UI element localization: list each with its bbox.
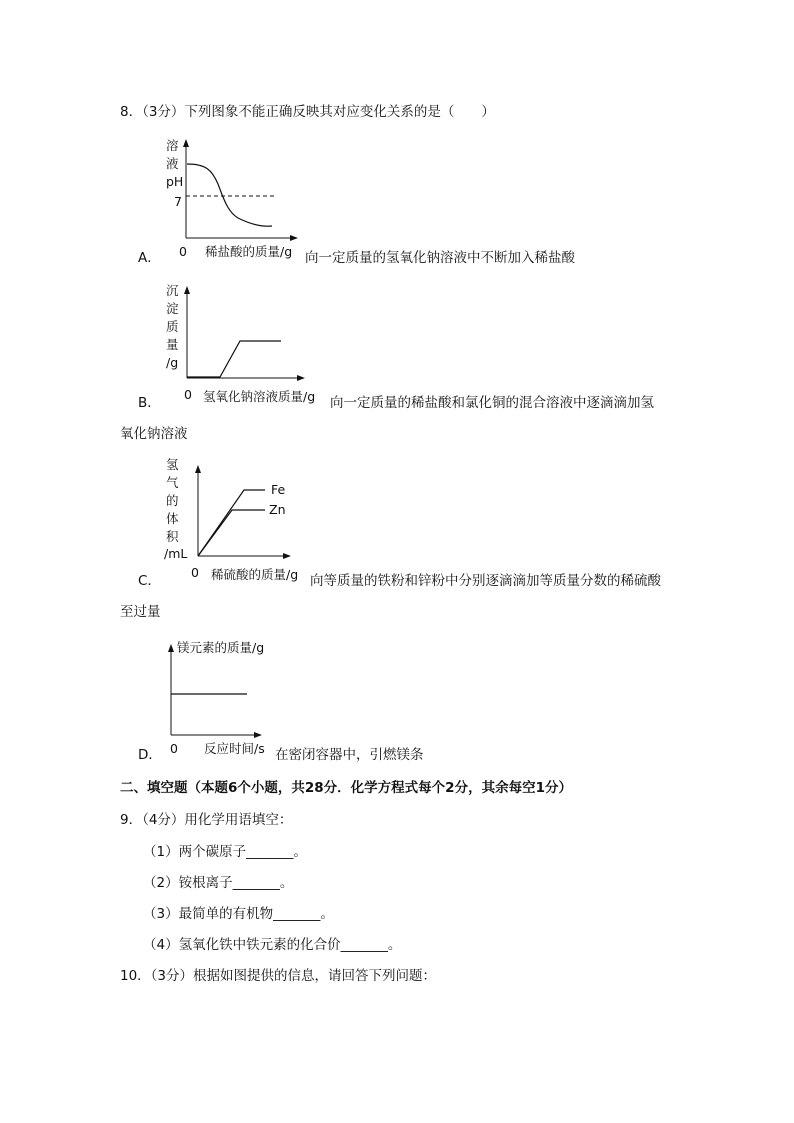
q8-stem: 8．（3分）下列图象不能正确反映其对应变化关系的是（ ） (120, 104, 495, 120)
y-label-6: /mL (164, 546, 188, 561)
y-label-4: 量 (166, 337, 179, 352)
x-axis-arrow (254, 732, 262, 738)
option-a-letter: A． (138, 250, 161, 266)
q10-stem: 10．（3分）根据如图提供的信息，请回答下列问题： (120, 968, 437, 984)
y-axis-label: 镁元素的质量/g (177, 640, 265, 655)
tick-7: 7 (174, 194, 182, 209)
q9-stem: 9．（4分）用化学用语填空： (120, 812, 293, 828)
y-label-3: 的 (166, 493, 179, 508)
option-d-letter: D． (138, 747, 162, 763)
y-label-1: 氢 (166, 457, 179, 472)
option-c-letter: C． (138, 573, 161, 589)
y-label-3: 质 (166, 319, 179, 334)
series-zn-label: Zn (269, 502, 286, 517)
option-a-x-label: 稀盐酸的质量/g (205, 244, 293, 259)
option-c-desc-cont: 至过量 (120, 604, 161, 620)
origin: 0 (191, 565, 199, 580)
y-label-2: 淀 (166, 301, 179, 316)
origin: 0 (179, 244, 187, 259)
q9-item-4: （4）氢氧化铁中铁元素的化合价_______。 (143, 937, 402, 953)
y-label-1: 溶 (166, 138, 179, 153)
option-c-desc: 向等质量的铁粉和锌粉中分别逐滴滴加等质量分数的稀硫酸 (310, 573, 661, 589)
y-label-4: 体 (166, 511, 179, 526)
y-label-2: 气 (166, 475, 179, 490)
y-label-1: 沉 (166, 283, 179, 298)
option-a-desc: 向一定质量的氢氧化钠溶液中不断加入稀盐酸 (305, 250, 575, 266)
section-2-heading: 二、填空题（本题6个小题，共28分．化学方程式每个2分，其余每空1分） (120, 780, 572, 796)
option-b-desc-cont: 氧化钠溶液 (120, 426, 188, 442)
y-axis-arrow (168, 644, 174, 652)
option-b-desc: 向一定质量的稀盐酸和氯化铜的混合溶液中逐滴滴加氢 (330, 395, 654, 411)
q9-item-1: （1）两个碳原子_______。 (143, 844, 307, 860)
option-b-letter: B． (138, 395, 161, 411)
y-label-5: 积 (166, 529, 179, 544)
y-label-2: 液 (166, 156, 179, 171)
option-d-x-label: 反应时间/s (204, 741, 265, 756)
series-fe-label: Fe (271, 482, 286, 497)
y-label-3: pH (166, 174, 184, 189)
q9-item-2: （2）铵根离子_______。 (143, 875, 294, 891)
option-c-x-label: 稀硫酸的质量/g (211, 567, 299, 582)
option-d-desc: 在密闭容器中，引燃镁条 (275, 747, 424, 763)
origin: 0 (170, 741, 178, 756)
origin: 0 (184, 387, 192, 402)
y-label-5: /g (166, 355, 179, 370)
q9-item-3: （3）最简单的有机物_______。 (143, 906, 334, 922)
option-b-x-label: 氢氧化钠溶液质量/g (203, 389, 316, 404)
